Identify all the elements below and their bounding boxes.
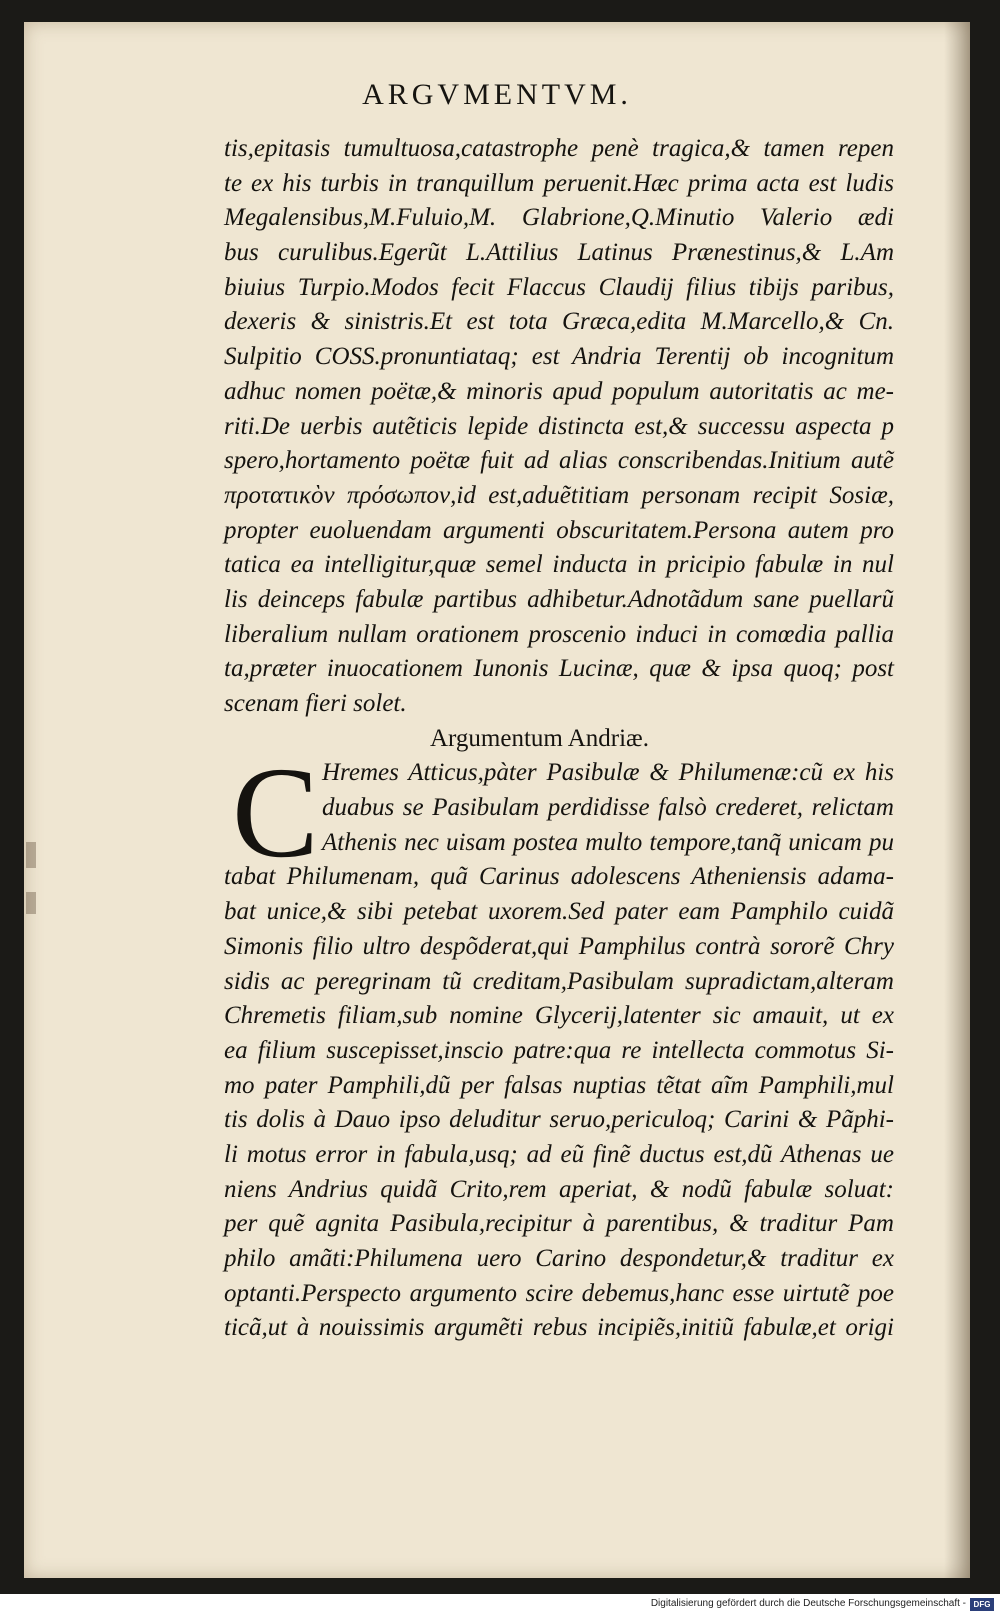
argument-line: tis dolis à Dauo ipso deluditur seruo,periculoq; Carini & Pãphi- (224, 1106, 894, 1134)
preface-line: Megalensibus,M.Fuluio,M. Glabrione,Q.Minutio Valerio ædi (224, 204, 894, 232)
argument-line: Chremetis filiam,sub nomine Glycerij,latenter sic amauit, ut ex (224, 1002, 894, 1030)
preface-line: spero,hortamento poëtæ fuit ad alias conscribendas.Initium autẽ (224, 447, 894, 475)
preface-line: tis,epitasis tumultuosa,catastrophe penè tragica,& tamen repen (224, 135, 894, 162)
preface-line: liberalium nullam orationem proscenio induci in comœdia pallia (224, 620, 894, 648)
margin-mark (26, 892, 36, 914)
argument-line: sidis ac peregrinam tũ creditam,Pasibulam supradictam,alteram (224, 967, 894, 995)
drop-cap-initial: C (232, 741, 319, 886)
preface-line: biuius Turpio.Modos fecit Flaccus Claudij filius tibijs paribus, (224, 273, 894, 301)
argument-line: Athenis nec uisam postea multo tempore,tanq̃ unicam pu (322, 828, 894, 856)
preface-line: riti.De uerbis autẽticis lepide distincta est,& successu aspecta p (224, 412, 894, 440)
preface-paragraph (224, 132, 894, 722)
argument-line: duabus se Pasibulam perdidisse falsò crederet, relictam (322, 794, 894, 822)
argument-lines (224, 741, 894, 1346)
preface-line: ta,præter inuocationem Iunonis Lucinæ, quæ & ipsa quoq; post (224, 655, 894, 683)
argument-line: Hremes Atticus,pàter Pasibulæ & Philumenæ:cũ ex his (322, 759, 894, 787)
preface-line: scenam fieri solet. (224, 690, 407, 717)
argument-line: ticã,ut à nouissimis argumẽti rebus incipiẽs,initiũ fabulæ,et origi (224, 1314, 894, 1342)
argument-line: tabat Philumenam, quã Carinus adolescens Atheniensis adama- (224, 863, 894, 891)
argument-line: ea filium suscepisset,inscio patre:qua re intellecta commotus Si- (224, 1036, 894, 1064)
preface-line: dexeris & sinistris.Et est tota Græca,edita M.Marcello,& Cn. (224, 308, 894, 336)
argument-line: per quẽ agnita Pasibula,recipitur à parentibus, & traditur Pam (224, 1210, 894, 1238)
margin-mark (26, 842, 36, 868)
page-edge-shadow (944, 22, 970, 1578)
argument-line: mo pater Pamphili,dũ per falsas nuptias tẽtat aĩm Pamphili,mul (224, 1071, 894, 1099)
preface-line: προτατικὸν πρόσωπον,id est,aduẽtitiam personam recipit Sosiæ, (224, 481, 894, 509)
preface-line: te ex his turbis in tranquillum peruenit.Hæc prima acta est ludis (224, 169, 894, 197)
argument-line: bat unice,& sibi petebat uxorem.Sed pater eam Pamphilo cuidã (224, 898, 894, 926)
argument-line: li motus error in fabula,usq; ad eũ finẽ ductus est,dũ Athenas ue (224, 1140, 894, 1168)
preface-line: tatica ea intelligitur,quæ semel inducta in pricipio fabulæ in nul (224, 551, 894, 579)
text-block (224, 132, 894, 1346)
argument-line: philo amãti:Philumena uero Carino despondetur,& traditur ex (224, 1245, 894, 1272)
preface-line: lis deinceps fabulæ partibus adhibetur.Adnotãdum sane puellarũ (224, 585, 894, 613)
argument-line: niens Andrius quidã Crito,rem aperiat, & nodũ fabulæ soluat: (224, 1175, 894, 1203)
preface-line: Sulpitio COSS.pronuntiataq; est Andria Terentij ob incognitum (224, 343, 894, 371)
book-page (24, 22, 970, 1578)
argument-line: optanti.Perspecto argumento scire debemus,hanc esse uirtutẽ poe (224, 1279, 894, 1307)
footer-bar (0, 1594, 1000, 1616)
running-head: ARGVMENTVM. (362, 78, 632, 111)
preface-line: propter euoluendam argumenti obscuritatem.Persona autem pro (224, 516, 894, 544)
argument-line: Simonis filio ultro despõderat,qui Pamphilus contrà sororẽ Chry (224, 932, 894, 960)
dfg-logo: DFG (970, 1598, 994, 1611)
digitization-credit: Digitalisierung gefördert durch die Deutsche Forschungsgemeinschaft - (650, 1598, 966, 1609)
preface-line: adhuc nomen poëtæ,& minoris apud populum autoritatis ac me- (224, 377, 894, 405)
preface-line: bus curulibus.Egerũt L.Attilius Latinus Prænestinus,& L.Am (224, 239, 894, 267)
argument-heading: Argumentum Andriæ. (430, 724, 649, 752)
argument-paragraph (224, 741, 894, 1346)
